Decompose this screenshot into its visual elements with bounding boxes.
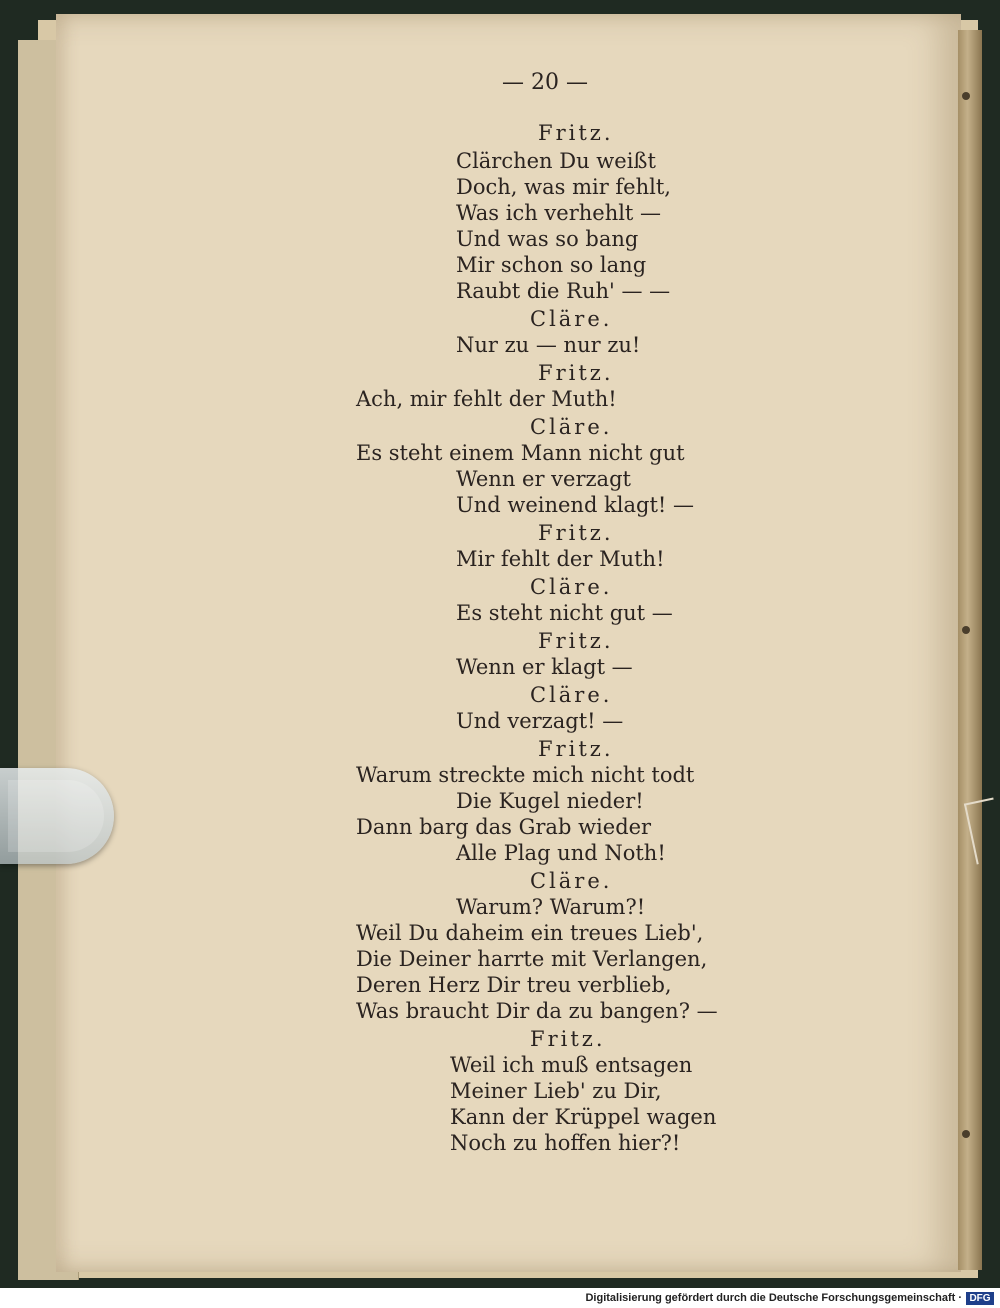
verse-line: Noch zu hoffen hier?!: [450, 1131, 681, 1155]
verse-line: Warum? Warum?!: [456, 895, 646, 919]
verse-line: Und weinend klagt! —: [456, 493, 695, 517]
page-number: — 20 —: [502, 70, 588, 95]
verse-line: Alle Plag und Noth!: [456, 841, 666, 865]
verse-line: Raubt die Ruh' — —: [456, 279, 671, 303]
verse-line: Weil ich muß entsagen: [450, 1053, 693, 1077]
verse-line: Nur zu — nur zu!: [456, 333, 641, 357]
verse-line: Warum streckte mich nicht todt: [356, 763, 695, 787]
staple-mark: [962, 1130, 970, 1138]
verse-line: Deren Herz Dir treu verblieb,: [356, 973, 672, 997]
speaker-label: Cläre.: [530, 307, 613, 331]
speaker-label: Fritz.: [538, 521, 614, 545]
speaker-label: Fritz.: [538, 737, 614, 761]
page-clip: [0, 768, 114, 864]
verse-line: Doch, was mir fehlt,: [456, 175, 671, 199]
verse-line: Mir fehlt der Muth!: [456, 547, 665, 571]
verse-line: Und verzagt! —: [456, 709, 624, 733]
verse-line: Was braucht Dir da zu bangen? —: [356, 999, 718, 1023]
verse-line: Die Deiner harrte mit Verlangen,: [356, 947, 708, 971]
verse-line: Mir schon so lang: [456, 253, 647, 277]
speaker-label: Cläre.: [530, 683, 613, 707]
verse-line: Die Kugel nieder!: [456, 789, 644, 813]
speaker-label: Cläre.: [530, 575, 613, 599]
verse-line: Wenn er klagt —: [456, 655, 633, 679]
verse-line: Es steht einem Mann nicht gut: [356, 441, 685, 465]
verse-line: Es steht nicht gut —: [456, 601, 673, 625]
verse-line: Wenn er verzagt: [456, 467, 631, 491]
page-clip-highlight: [8, 780, 104, 852]
speaker-label: Cläre.: [530, 869, 613, 893]
verse-line: Weil Du daheim ein treues Lieb',: [356, 921, 704, 945]
staple-mark: [962, 626, 970, 634]
speaker-label: Fritz.: [538, 629, 614, 653]
verse-line: Was ich verhehlt —: [456, 201, 662, 225]
speaker-label: Cläre.: [530, 415, 613, 439]
footer-credit: Digitalisierung gefördert durch die Deutsche Forschungsgemeinschaft ·: [585, 1292, 962, 1304]
verse-line: Ach, mir fehlt der Muth!: [356, 387, 617, 411]
speaker-label: Fritz.: [538, 121, 614, 145]
speaker-label: Fritz.: [538, 361, 614, 385]
verse-line: Meiner Lieb' zu Dir,: [450, 1079, 662, 1103]
verse-line: Und was so bang: [456, 227, 639, 251]
verse-line: Clärchen Du weißt: [456, 149, 656, 173]
verse-line: Dann barg das Grab wieder: [356, 815, 652, 839]
speaker-label: Fritz.: [530, 1027, 606, 1051]
dfg-logo: DFG: [966, 1292, 994, 1305]
book-spine-edge: [958, 30, 982, 1270]
verse-line: Kann der Krüppel wagen: [450, 1105, 717, 1129]
